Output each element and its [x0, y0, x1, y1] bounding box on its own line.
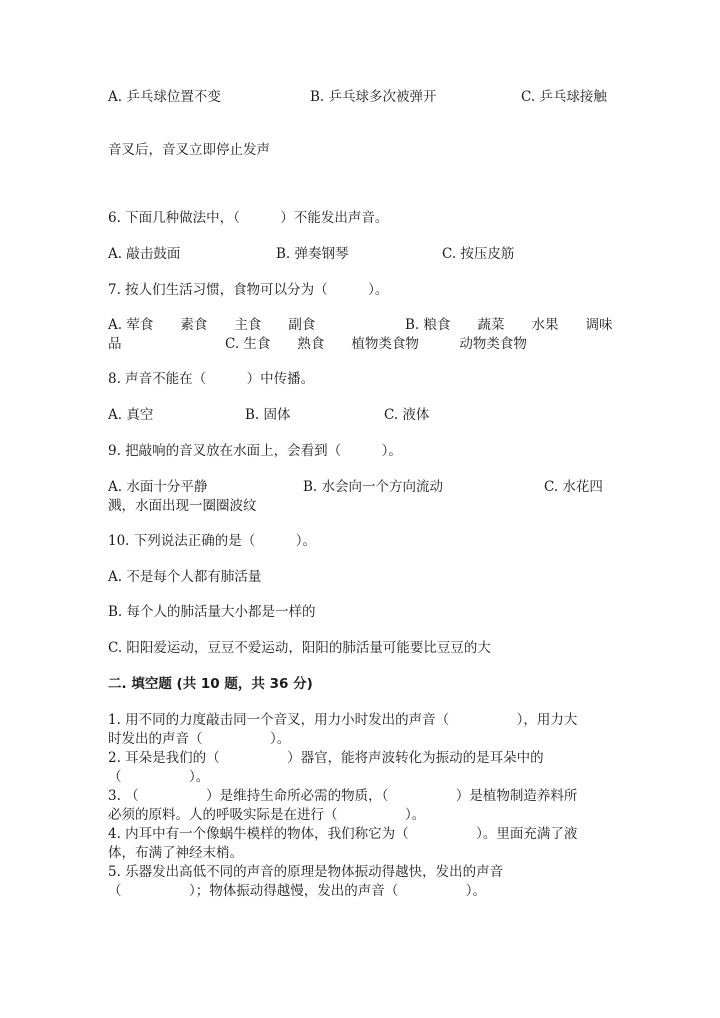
- question-6-option-c: C. 按压皮筋: [442, 246, 515, 262]
- section-2-heading: 二. 填空题 (共 10 题，共 36 分): [108, 676, 313, 692]
- prev-option-c-continued: 音叉后，音叉立即停止发声: [108, 142, 270, 158]
- question-8-option-a: A. 真空: [108, 407, 154, 423]
- question-8-stem: 8. 声音不能在（ ）中传播。: [108, 371, 315, 387]
- question-10-option-a: A. 不是每个人都有肺活量: [108, 569, 262, 585]
- question-10-option-b: B. 每个人的肺活量大小都是一样的: [108, 604, 316, 620]
- question-9-option-c-continued: 溅，水面出现一圈圈波纹: [108, 498, 257, 514]
- question-10-option-c: C. 阳阳爱运动，豆豆不爱运动，阳阳的肺活量可能要比豆豆的大: [108, 640, 491, 656]
- fill-1-line-1: 1. 用不同的力度敲击同一个音叉，用力小时发出的声音（ ），用力大: [108, 712, 578, 728]
- question-9-stem: 9. 把敲响的音叉放在水面上，会看到（ ）。: [108, 443, 402, 459]
- question-6-option-b: B. 弹奏钢琴: [276, 246, 349, 262]
- question-8-option-c: C. 液体: [384, 407, 430, 423]
- question-6-stem: 6. 下面几种做法中，（ ）不能发出声音。: [108, 210, 389, 226]
- fill-2-line-2: （ ）。: [108, 769, 210, 785]
- fill-3-line-2: 必须的原料。人的呼吸实际是在进行（ ）。: [108, 807, 426, 823]
- fill-2-line-1: 2. 耳朵是我们的（ ）器官，能将声波转化为振动的是耳朵中的: [108, 750, 544, 766]
- question-7-option-b: B. 粮食 蔬菜 水果 调味: [405, 317, 613, 333]
- question-10-stem: 10. 下列说法正确的是（ ）。: [108, 533, 317, 549]
- prev-option-b: B. 乒乓球多次被弹开: [310, 89, 437, 105]
- question-9-option-a: A. 水面十分平静: [108, 479, 208, 495]
- fill-1-line-2: 时发出的声音（ ）。: [108, 731, 291, 747]
- question-7-option-b-continued: 品: [108, 336, 122, 352]
- question-8-option-b: B. 固体: [245, 407, 291, 423]
- question-7-option-a: A. 荤食 素食 主食 副食: [108, 317, 316, 333]
- question-7-stem: 7. 按人们生活习惯，食物可以分为（ ）。: [108, 282, 389, 298]
- fill-5-line-1: 5. 乐器发出高低不同的声音的原理是物体振动得越快，发出的声音: [108, 864, 504, 880]
- fill-5-line-2: （ ）；物体振动得越慢，发出的声音（ ）。: [108, 883, 486, 899]
- prev-option-a: A. 乒乓球位置不变: [108, 89, 221, 105]
- question-7-option-c: C. 生食 熟食 植物类食物 动物类食物: [225, 336, 527, 352]
- prev-option-c: C. 乒乓球接触: [521, 89, 607, 105]
- question-9-option-c: C. 水花四: [544, 479, 603, 495]
- fill-4-line-2: 体，布满了神经末梢。: [108, 845, 243, 861]
- question-6-option-a: A. 敲击鼓面: [108, 246, 181, 262]
- question-9-option-b: B. 水会向一个方向流动: [303, 479, 444, 495]
- fill-3-line-1: 3. （ ）是维持生命所必需的物质，（ ）是植物制造养料所: [108, 788, 578, 804]
- fill-4-line-1: 4. 内耳中有一个像蜗牛模样的物体，我们称它为（ ）。里面充满了液: [108, 826, 578, 842]
